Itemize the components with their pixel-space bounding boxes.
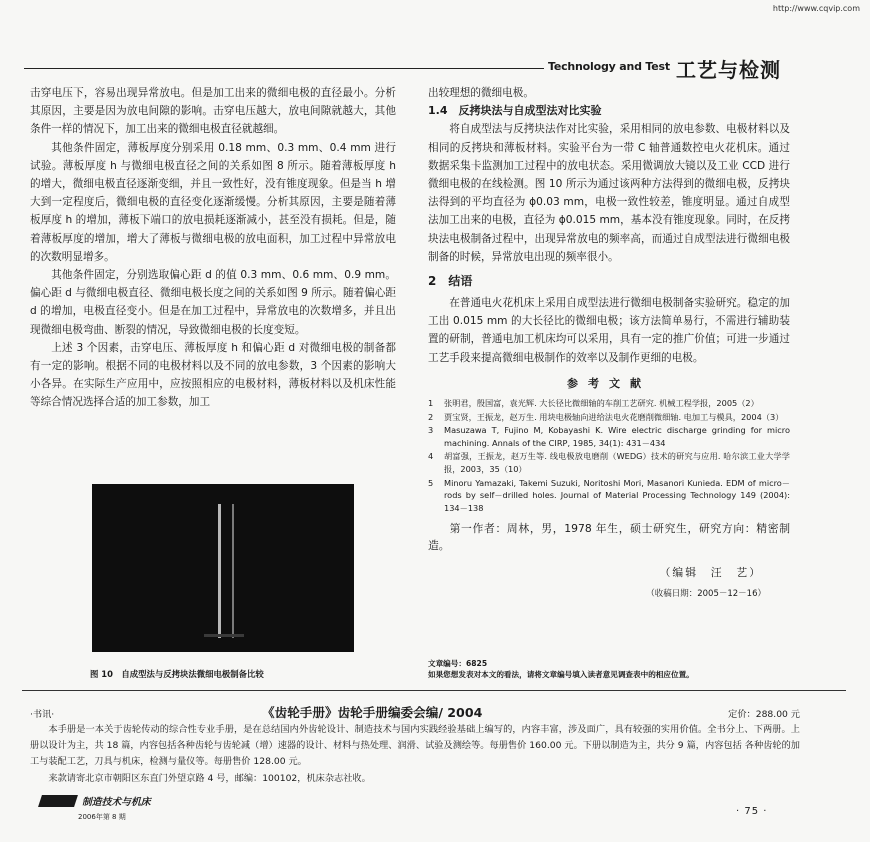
reference-text: Masuzawa T, Fujino M, Kobayashi K. Wire electric discharge grinding for micro machining. Annals of the CIRP, 1985, 34(1): 431－434 xyxy=(444,425,790,448)
reference-item xyxy=(428,411,790,424)
logo-mark xyxy=(38,795,78,807)
book-title: 《齿轮手册》齿轮手册编委会编/ 2004 xyxy=(262,705,483,720)
section-heading: 1.4 反拷块法与自成型法对比实验 xyxy=(428,104,602,118)
reference-item xyxy=(428,450,790,475)
reference-text: 张明君，殷国富，袁光辉. 大长径比微细轴的车削工艺研究. 机械工程学报，2005（2） xyxy=(444,398,759,409)
paragraph: 击穿电压下，容易出现异常放电。但是加工出来的微细电极的直径最小。分析其原因，主要是因为放电间隙的影响。击穿电压越大，放电间隙就越大，其他条件一样的情况下，加工出来的微细电极直径就越细。 xyxy=(30,87,396,136)
electrode-base xyxy=(204,634,244,637)
paragraph: 在普通电火花机床上采用自成型法进行微细电极制备实验研究。稳定的加工出 0.015 mm 的大长径比的微细电极；该方法简单易行，不需进行辅助装置的研制，普通电加工机床均可以采用，具有一定的推广价值；可进一步通过工艺手段来提高微细电极制作的效率以及制作更细的电极。 xyxy=(428,297,790,364)
article-number: 文章编号：6825 xyxy=(428,659,488,668)
author-info: 第一作者：周林，男，1978 年生，硕士研究生，研究方向：精密制造。 xyxy=(428,522,790,553)
paragraph: 将自成型法与反拷块法作对比实验，采用相同的放电参数、电极材料以及相同的反拷块和薄板材料。实验平台为一带 C 轴普通数控电火花机床。通过数据采集卡监测加工过程中的放电状态。采用微调放大镜以及工业 CCD 进行微细电极的在线检测。图 10 所示为通过该两种方法得到的微细电极，反拷块法得到的平均直径为 ϕ0.03 mm，电极一致性较差，锥度明显。通过自成型法加工出来的电极，直径为 ϕ0.015 mm，基本没有锥度现象。同时，在反拷块法电极制备过程中，出现异常放电的频率高，而通过自成型法进行微细电极制备的时候，异常放电出现的频率很小。 xyxy=(428,123,790,263)
book-notice-tag: ·书讯· xyxy=(30,709,55,720)
reference-text: 贾宝贤，王振龙，赵万生. 用块电极轴向进给法电火花磨削微细轴. 电加工与模具，2004（3） xyxy=(444,411,784,422)
reference-number: 2 xyxy=(428,411,434,422)
editor-note: （编辑 汪 艺） xyxy=(659,566,762,580)
section-title: 结语 xyxy=(448,274,473,289)
source-url: http://www.cqvip.com xyxy=(772,4,860,13)
reference-text: 胡富强，王振龙，赵万生等. 线电极放电磨削（WEDG）技术的研究与应用. 哈尔滨工业大学学报，2003，35（10） xyxy=(444,451,790,475)
references-title: 参考文献 xyxy=(567,376,651,390)
reference-item xyxy=(428,477,790,515)
paragraph: 其他条件固定，薄板厚度分别采用 0.18 mm、0.3 mm、0.4 mm 进行试验。薄板厚度 h 与微细电极直径之间的关系如图 8 所示。随着薄板厚度 h 的增大，微细电极直径逐渐变细，并且一致性好，没有锥度现象。但是当 h 增大到一定程度后，微细电极的直径变化逐渐缓慢。分析其原因，主要是随着薄板厚度 h 的增加，薄板下端口的放电损耗逐渐减小，甚至没有损耗。但是，随着薄板厚度的增加，增大了薄板与微细电极的放电面积，加工过程中异常放电的次数明显增多。 xyxy=(30,141,396,263)
book-description: 本手册是一本关于齿轮传动的综合性专业手册，是在总结国内外齿轮设计、制造技术与国内实践经验基础上编写的，内容丰富，涉及面广，具有较强的实用价值。全书分上、下两册。上册以设计为主，共 18 篇，内容包括各种齿轮与齿轮减（增）速器的设计、材料与热处理、润滑、试验及测绘等。每册售价 160.00 元。下册以制造为主，共分 9 篇，内容包括 各种齿轮的加工与装配工艺，刀具与机床，检测与量仪等。每册售价 128.00 元。 xyxy=(30,724,800,768)
journal-logo xyxy=(40,794,156,810)
received-date: （收稿日期：2005－12－16） xyxy=(646,588,766,599)
paragraph: 其他条件固定，分别选取偏心距 d 的值 0.3 mm、0.6 mm、0.9 mm。偏心距 d 与微细电极直径、微细电极长度之间的关系如图 9 所示。随着偏心距 d 的增加，电极直径变小。但是在加工过程中，异常放电的次数增多，并且出现微细电极弯曲、断裂的情况，导致微细电极的长度变短。 xyxy=(30,269,396,336)
figure-caption: 图 10 自成型法与反拷块法微细电极制备比较 xyxy=(90,669,264,679)
reference-item xyxy=(428,397,790,410)
issue-label: 2006年第 8 期 xyxy=(78,813,126,821)
divider xyxy=(22,690,846,691)
reference-list xyxy=(428,397,790,514)
reference-number: 5 xyxy=(428,477,434,488)
electrode-image xyxy=(232,504,234,638)
header-rule xyxy=(24,68,544,69)
reference-item xyxy=(428,424,790,449)
electrode-image xyxy=(218,504,221,638)
reference-number: 1 xyxy=(428,398,434,409)
reference-number: 3 xyxy=(428,425,434,436)
figure-10-photo xyxy=(92,484,354,652)
section-number: 2 xyxy=(428,274,437,289)
reference-number: 4 xyxy=(428,451,434,462)
section-title-zh: 工艺与检测 xyxy=(676,58,781,82)
reference-text: Minoru Yamazaki, Takemi Suzuki, Noritoshi Mori, Masanori Kunieda. EDM of micro－rods by self－drilled holes. Journal of Material Processing Technology 149 (2004): 134－138 xyxy=(444,477,790,513)
section-heading xyxy=(428,272,790,290)
page-number: · 75 · xyxy=(736,806,768,817)
article-note: 如果您想发表对本文的看法，请将文章编号填入读者意见调查表中的相应位置。 xyxy=(428,670,694,679)
right-column xyxy=(428,84,790,603)
section-title-en: Technology and Test xyxy=(548,60,670,73)
book-price: 定价：288.00 元 xyxy=(728,709,800,720)
paragraph: 上述 3 个因素，击穿电压、薄板厚度 h 和偏心距 d 对微细电极的制备都有一定的影响。根据不同的电极材料以及不同的放电参数，3 个因素的影响大小各异。在实际生产应用中，应按照相应的电极材料，薄板材料以及机床性能等综合情况选择合适的加工参数，加工 xyxy=(30,341,396,409)
paragraph: 出较理想的微细电极。 xyxy=(428,87,534,99)
book-notice xyxy=(30,702,800,787)
book-order-info: 来款请寄北京市朝阳区东直门外望京路 4 号，邮编：100102，机床杂志社收。 xyxy=(48,772,371,784)
journal-name: 制造技术与机床 xyxy=(82,797,151,808)
left-column xyxy=(30,84,396,412)
